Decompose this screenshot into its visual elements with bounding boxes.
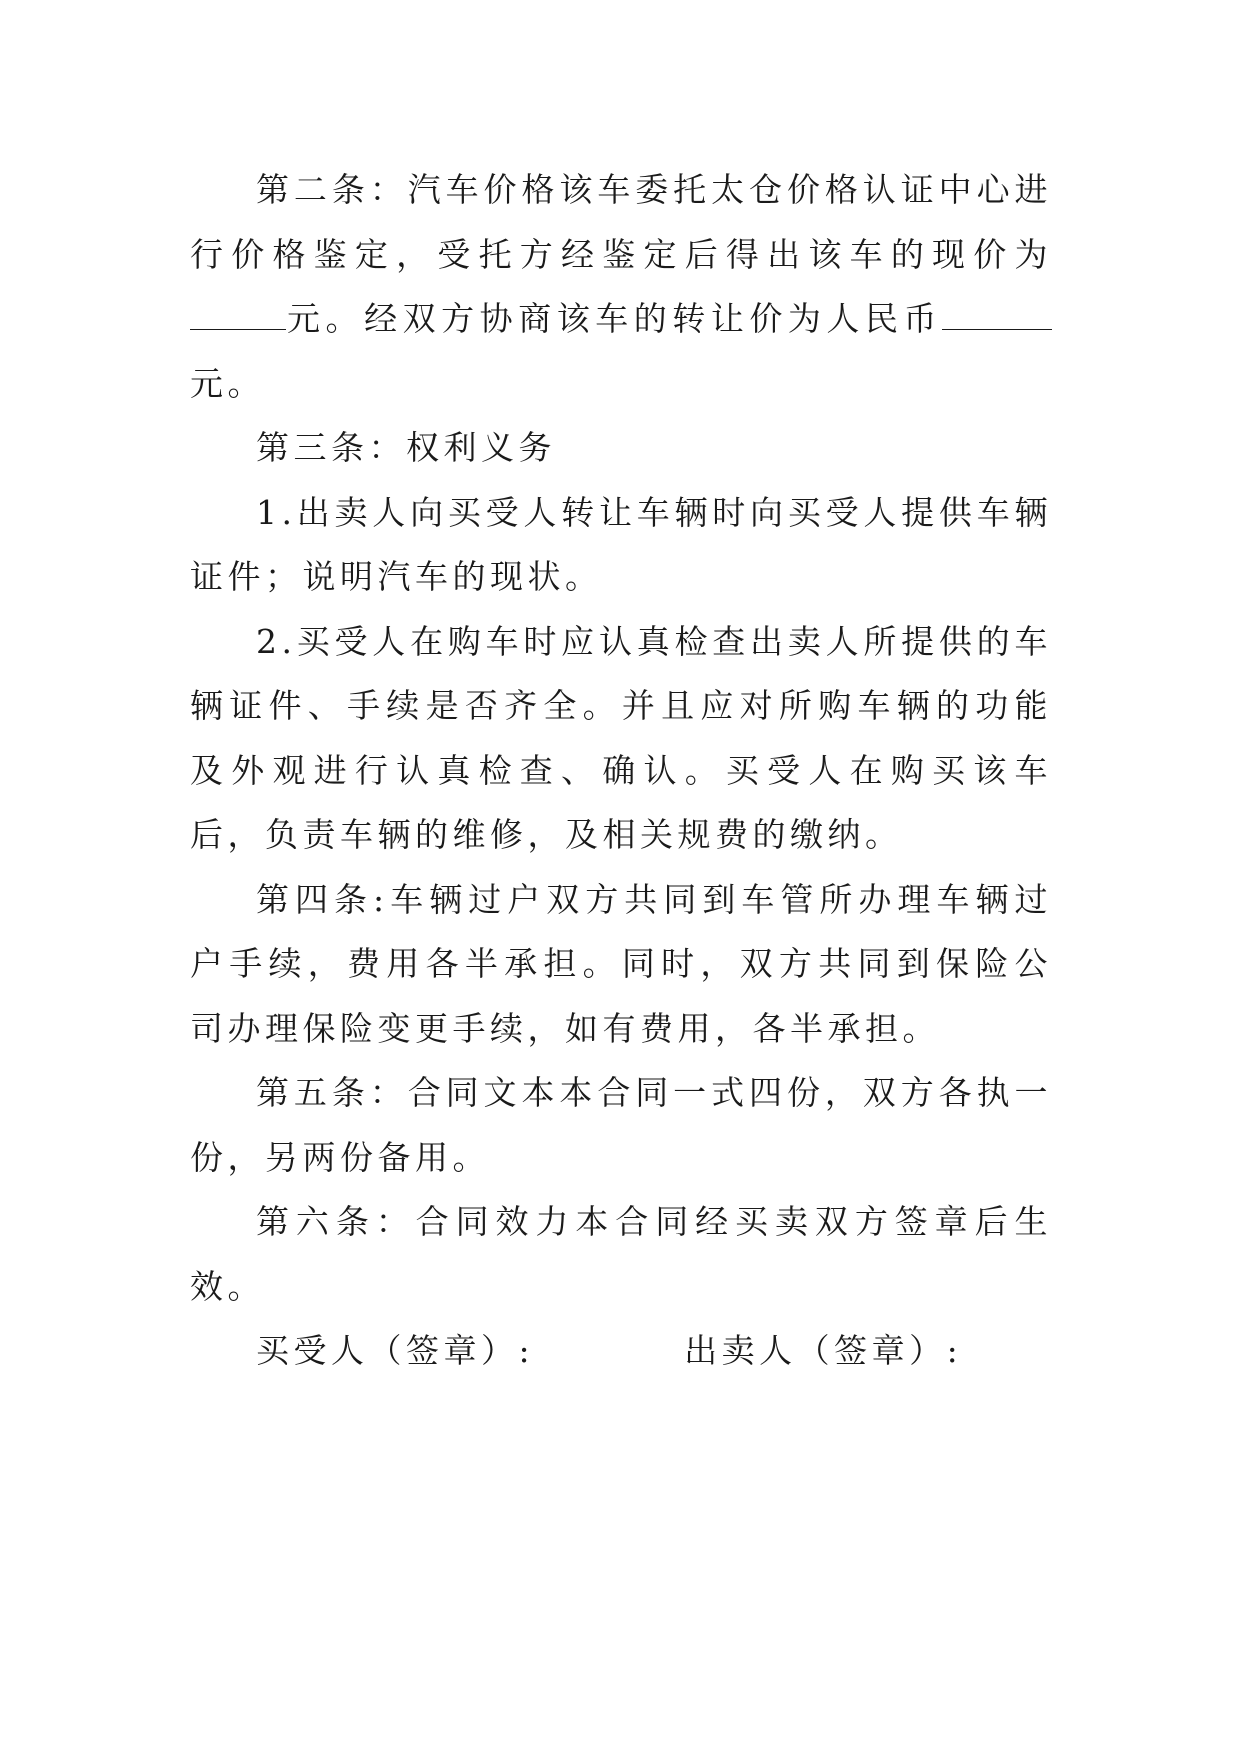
contract-body xyxy=(190,158,1052,1384)
transfer-price-blank xyxy=(942,299,1052,330)
article-3-item-2: 2.买受人在购车时应认真检查出卖人所提供的车辆证件、手续是否齐全。并且应对所购车辆的功能及外观进行认真检查、确认。买受人在购买该车后，负责车辆的维修，及相关规费的缴纳。 xyxy=(190,621,1052,854)
buyer-signature-label: 买受人（签章）: xyxy=(256,1331,535,1370)
article-2-text-a: 第二条：汽车价格该车委托太仓价格认证中心进行价格鉴定，受托方经鉴定后得出该车的现价为 xyxy=(190,170,1052,274)
appraised-price-blank xyxy=(190,299,286,330)
seller-signature-label: 出卖人（签章）: xyxy=(684,1331,963,1370)
article-2-text-b: 元。经双方协商该车的转让价为人民币 xyxy=(286,299,942,338)
article-2-text-c: 元。 xyxy=(190,363,265,403)
article-6-effect: 第六条：合同效力本合同经买卖双方签章后生效。 xyxy=(190,1202,1052,1306)
article-3-item-1: 1.出卖人向买受人转让车辆时向买受人提供车辆证件；说明汽车的现状。 xyxy=(190,492,1052,596)
article-3-heading: 第三条：权利义务 xyxy=(256,428,556,467)
signature-row xyxy=(190,1319,1052,1384)
article-5-copies: 第五条：合同文本本合同一式四份，双方各执一份，另两份备用。 xyxy=(190,1073,1052,1177)
article-2-price xyxy=(190,158,1052,416)
article-4-transfer: 第四条:车辆过户双方共同到车管所办理车辆过户手续，费用各半承担。同时，双方共同到保险公司办理保险变更手续，如有费用，各半承担。 xyxy=(190,879,1052,1048)
